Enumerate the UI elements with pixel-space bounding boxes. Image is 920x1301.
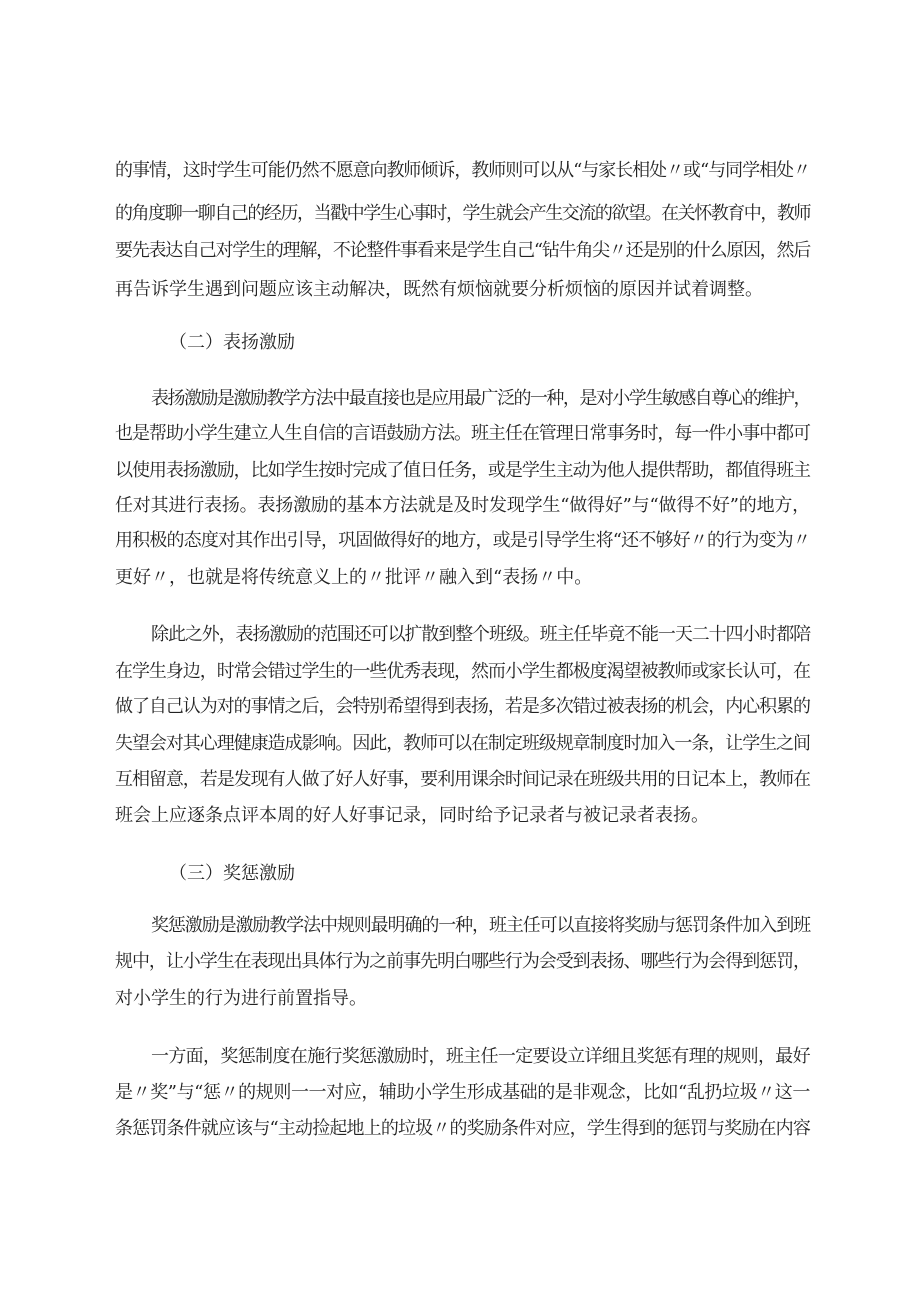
paragraph-line: 以使用表扬激励，比如学生按时完成了值日任务，或是学生主动为他人提供帮助，都值得班主 bbox=[115, 460, 810, 481]
paragraph-line: 要先表达自己对学生的理解，不论整件事看来是学生自己“钻牛角尖〃还是别的什么原因，然后 bbox=[115, 240, 810, 261]
section-heading: （三）奖惩激励 bbox=[169, 863, 295, 884]
paragraph-line: 的角度聊一聊自己的经历，当戳中学生心事时，学生就会产生交流的欲望。在关怀教育中，教师 bbox=[115, 203, 810, 224]
paragraph-line: 除此之外，表扬激励的范围还可以扩散到整个班级。班主任毕竟不能一天二十四小时都陪 bbox=[151, 624, 810, 645]
paragraph-line: 也是帮助小学生建立人生自信的言语鼓励方法。班主任在管理日常事务时，每一件小事中都可 bbox=[115, 423, 810, 444]
paragraph-line: 一方面，奖惩制度在施行奖惩激励时，班主任一定要设立详细且奖惩有理的规则，最好 bbox=[151, 1046, 810, 1067]
paragraph-line: 对小学生的行为进行前置指导。 bbox=[115, 988, 367, 1009]
paragraph-line: 条惩罚条件就应该与“主动捡起地上的垃圾〃的奖励条件对应，学生得到的惩罚与奖励在内容 bbox=[115, 1118, 810, 1139]
paragraph-line: 的事情，这时学生可能仍然不愿意向教师倾诉，教师则可以从“与家长相处〃或“与同学相处〃 bbox=[115, 160, 810, 181]
paragraph-line: 在学生身边，时常会错过学生的一些优秀表现，然而小学生都极度渴望被教师或家长认可，在 bbox=[115, 661, 810, 682]
paragraph-line: 奖惩激励是激励教学法中规则最明确的一种，班主任可以直接将奖励与惩罚条件加入到班 bbox=[151, 915, 810, 936]
paragraph-line: 互相留意，若是发现有人做了好人好事，要利用课余时间记录在班级共用的日记本上，教师在 bbox=[115, 769, 810, 790]
paragraph-line: 规中，让小学生在表现出具体行为之前事先明白哪些行为会受到表扬、哪些行为会得到惩罚， bbox=[115, 951, 810, 972]
paragraph-line: 班会上应逐条点评本周的好人好事记录，同时给予记录者与被记录者表扬。 bbox=[115, 805, 709, 826]
paragraph-line: 做了自己认为对的事情之后，会特别希望得到表扬，若是多次错过被表扬的机会，内心积累的 bbox=[115, 696, 810, 717]
paragraph-line: 是〃奖”与“惩〃的规则一一对应，辅助小学生形成基础的是非观念，比如“乱扔垃圾〃这一 bbox=[115, 1082, 810, 1103]
section-heading: （二）表扬激励 bbox=[169, 332, 295, 353]
paragraph-line: 更好〃，也就是将传统意义上的〃批评〃融入到“表扬〃中。 bbox=[115, 567, 593, 588]
paragraph-line: 表扬激励是激励教学方法中最直接也是应用最广泛的一种，是对小学生敏感自尊心的维护， bbox=[151, 388, 810, 409]
paragraph-line: 任对其进行表扬。表扬激励的基本方法就是及时发现学生“做得好”与“做得不好”的地方， bbox=[115, 495, 810, 516]
paragraph-line: 再告诉学生遇到问题应该主动解决，既然有烦恼就要分析烦恼的原因并试着调整。 bbox=[115, 279, 763, 300]
paragraph-line: 用积极的态度对其作出引导，巩固做得好的地方，或是引导学生将“还不够好〃的行为变为〃 bbox=[115, 530, 810, 551]
paragraph-line: 失望会对其心理健康造成影响。因此，教师可以在制定班级规章制度时加入一条，让学生之间 bbox=[115, 733, 810, 754]
